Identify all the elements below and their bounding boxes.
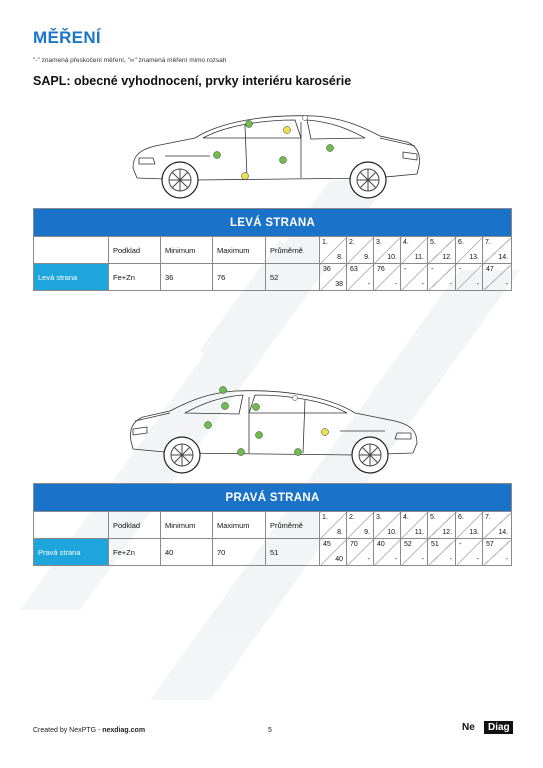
point-header: 1. 8.	[320, 237, 347, 264]
measurement-cell: - -	[456, 539, 483, 566]
right-side-heading: PRAVÁ STRANA	[34, 484, 512, 512]
maximum-value: 70	[213, 539, 266, 566]
point-header: 6. 13.	[456, 512, 483, 539]
nexdiag-logo	[462, 721, 512, 736]
measurement-cell: - -	[428, 264, 456, 291]
column-header-substrate: Podklad	[109, 237, 161, 264]
section-subtitle: SAPL: obecné vyhodnocení, prvky interiéru karosérie	[33, 74, 352, 88]
footer-site-link[interactable]: nexdiag.com	[102, 727, 146, 734]
substrate-value: Fe+Zn	[109, 264, 161, 291]
footer-created-by: Created by NexPTG -	[33, 727, 103, 734]
empty-header-cell	[34, 237, 109, 264]
left-side-heading: LEVÁ STRANA	[34, 209, 512, 237]
point-header: 3. 10.	[374, 237, 401, 264]
measurement-cell: 51 -	[428, 539, 456, 566]
point-header: 1. 8.	[320, 512, 347, 539]
measurement-cell: 45 40	[320, 539, 347, 566]
measurement-cell: 47 -	[483, 264, 512, 291]
measurement-cell: 40 -	[374, 539, 401, 566]
column-header-maximum: Maximum	[213, 512, 266, 539]
column-header-minimum: Minimum	[161, 237, 213, 264]
average-value: 51	[266, 539, 320, 566]
left-side-table	[33, 208, 512, 291]
point-header: 5. 12.	[428, 512, 456, 539]
car-right-side-illustration	[125, 385, 425, 480]
page-title: MĚŘENÍ	[33, 28, 101, 47]
logo-text-ne: Ne	[462, 722, 475, 733]
column-header-maximum: Maximum	[213, 237, 266, 264]
point-header: 4. 11.	[401, 237, 428, 264]
measurement-cell: 52 -	[401, 539, 428, 566]
column-header-average: Průměrně	[266, 512, 320, 539]
car-left-side-illustration	[125, 108, 425, 206]
average-value: 52	[266, 264, 320, 291]
measurement-cell: 76 -	[374, 264, 401, 291]
empty-header-cell	[34, 512, 109, 539]
point-header: 3. 10.	[374, 512, 401, 539]
row-label-right-side: Pravá strana	[34, 539, 109, 566]
legend-note: "-" znamená přeskočení měření, "∞" znamená měření mimo rozsah	[33, 57, 227, 64]
substrate-value: Fe+Zn	[109, 539, 161, 566]
column-header-substrate: Podklad	[109, 512, 161, 539]
column-header-average: Průměrně	[266, 237, 320, 264]
point-header: 7. 14.	[483, 237, 512, 264]
logo-text-diag: Diag	[484, 721, 513, 734]
page-number: 5	[268, 727, 272, 734]
measurement-cell: 36 38	[320, 264, 347, 291]
measurement-cell: 63 -	[347, 264, 374, 291]
measurement-cell: 70 -	[347, 539, 374, 566]
point-header: 6. 13.	[456, 237, 483, 264]
footer-credit	[33, 727, 145, 734]
point-header: 2. 9.	[347, 237, 374, 264]
maximum-value: 76	[213, 264, 266, 291]
point-header: 7. 14.	[483, 512, 512, 539]
point-header: 4. 11.	[401, 512, 428, 539]
minimum-value: 40	[161, 539, 213, 566]
point-header: 2. 9.	[347, 512, 374, 539]
point-header: 5. 12.	[428, 237, 456, 264]
row-label-left-side: Levá strana	[34, 264, 109, 291]
column-header-minimum: Minimum	[161, 512, 213, 539]
measurement-cell: - -	[401, 264, 428, 291]
measurement-cell: - -	[456, 264, 483, 291]
measurement-cell: 57 -	[483, 539, 512, 566]
minimum-value: 36	[161, 264, 213, 291]
right-side-table	[33, 483, 512, 566]
